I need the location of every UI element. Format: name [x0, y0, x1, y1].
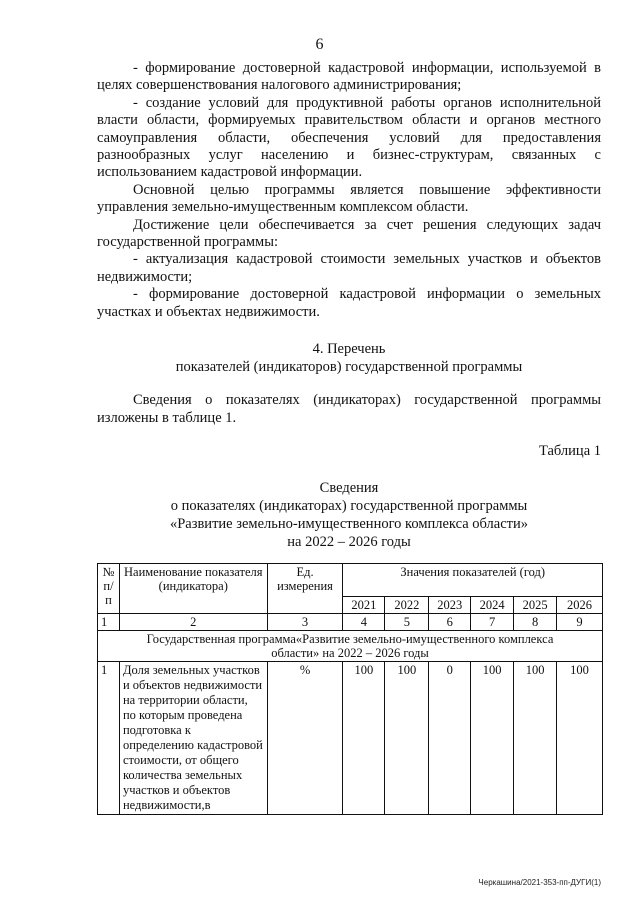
table-row [98, 662, 603, 815]
footer-code: Черкашина/2021-353-пп-ДУГИ(1) [478, 878, 601, 887]
col-number: 8 [514, 614, 557, 631]
header-unit: Ед. измерения [267, 564, 343, 614]
paragraph: - формирование достоверной кадастровой информации о земельных участках и объектах недвижимости. [97, 286, 601, 320]
caption-line: «Развитие земельно-имущественного комплекса области» [169, 516, 529, 532]
intro-paragraph: Сведения о показателях (индикаторах) государственной программы изложены в таблице 1. [97, 392, 601, 426]
header-values-group: Значения показателей (год) [343, 564, 603, 597]
row-value: 100 [343, 662, 385, 815]
table-caption [97, 479, 601, 551]
col-number: 4 [343, 614, 385, 631]
header-year: 2025 [514, 597, 557, 614]
row-unit: % [267, 662, 343, 815]
col-number: 1 [98, 614, 120, 631]
caption-line: о показателях (индикаторах) государственной программы [170, 498, 528, 514]
row-indicator-name: Доля земельных участков и объектов недвижимости на территории области, по которым проведена подготовка к определению кадастровой стоимости, от общего количества земельных участков и объектов недвижимости,в [119, 662, 267, 815]
row-value: 100 [557, 662, 603, 815]
header-name: Наименование показателя (индикатора) [119, 564, 267, 614]
row-value: 100 [385, 662, 429, 815]
paragraph: - актуализация кадастровой стоимости земельных участков и объектов недвижимости; [97, 251, 601, 285]
col-number: 5 [385, 614, 429, 631]
col-number: 7 [471, 614, 514, 631]
section-subtitle: показателей (индикаторов) государственной программы [175, 359, 523, 375]
col-number: 9 [557, 614, 603, 631]
paragraph: Основной целью программы является повышение эффективности управления земельно-имущественным комплексом области. [97, 181, 601, 216]
row-num: 1 [98, 662, 120, 815]
col-number: 6 [429, 614, 471, 631]
table-label: Таблица 1 [538, 443, 601, 459]
header-year: 2024 [471, 597, 514, 614]
caption-line: Сведения [319, 480, 379, 496]
paragraph: Достижение цели обеспечивается за счет решения следующих задач государственной программы: [97, 216, 601, 251]
col-number: 2 [119, 614, 267, 631]
col-number: 3 [267, 614, 343, 631]
header-year: 2021 [343, 597, 385, 614]
body-text [97, 60, 601, 321]
row-value: 0 [429, 662, 471, 815]
paragraph: - создание условий для продуктивной работы органов исполнительной власти области, формируемых правительством области и органов местного самоуправления области, обеспечения условий для предоставления разнообразных услуг населению и бизнес-структурам, связанных с использованием кадастровой информации. [97, 94, 601, 181]
header-year: 2022 [385, 597, 429, 614]
program-row [98, 631, 603, 662]
paragraph: - формирование достоверной кадастровой информации, используемой в целях совершенствования налогового администрирования; [97, 60, 601, 94]
section-title: 4. Перечень [312, 341, 386, 357]
header-num: № п/ п [98, 564, 120, 614]
section-heading [97, 340, 601, 376]
header-year: 2026 [557, 597, 603, 614]
page-number: 6 [315, 36, 324, 53]
header-year: 2023 [429, 597, 471, 614]
program-title: Государственная программа«Развитие земельно-имущественного комплекса области» на 2022 – 2026 годы [98, 631, 603, 662]
indicators-table [97, 563, 603, 815]
column-numbers-row [98, 614, 603, 631]
row-value: 100 [471, 662, 514, 815]
row-value: 100 [514, 662, 557, 815]
table-header-row [98, 564, 603, 597]
caption-line: на 2022 – 2026 годы [287, 534, 411, 550]
